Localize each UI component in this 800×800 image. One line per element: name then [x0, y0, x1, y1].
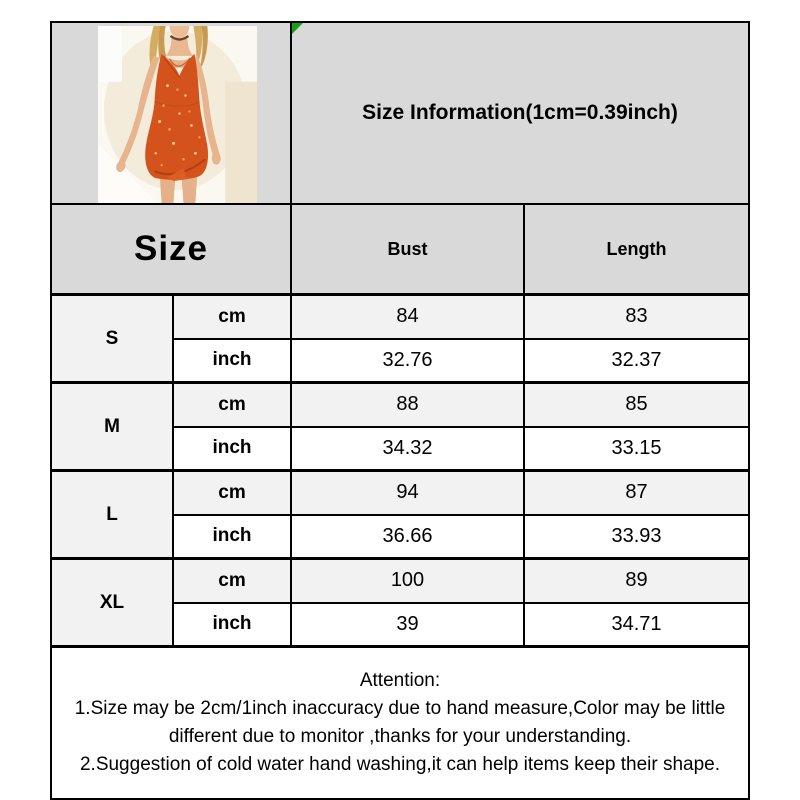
- attention-note: [51, 647, 749, 800]
- column-header-row: [51, 204, 749, 295]
- value-s-length-inch: 32.37: [524, 339, 749, 383]
- unit-label-inch: inch: [173, 603, 291, 647]
- table-row: [51, 383, 749, 427]
- value-xl-length-inch: 34.71: [524, 603, 749, 647]
- attention-heading: Attention:: [359, 670, 441, 691]
- unit-label-cm: cm: [173, 383, 291, 427]
- value-m-length-inch: 33.15: [524, 427, 749, 471]
- size-information-title-cell: [291, 22, 749, 204]
- value-xl-bust-inch: 39: [291, 603, 524, 647]
- value-m-length-cm: 85: [524, 383, 749, 427]
- unit-label-cm: cm: [173, 471, 291, 515]
- bust-column-header: Bust: [291, 204, 524, 295]
- attention-line: 2.Suggestion of cold water hand washing,it can help items keep their shape.: [79, 754, 721, 775]
- size-label-s: S: [51, 295, 173, 383]
- page-title: Size Information(1cm=0.39inch): [362, 101, 678, 124]
- value-l-length-cm: 87: [524, 471, 749, 515]
- unit-label-cm: cm: [173, 559, 291, 603]
- value-xl-length-cm: 89: [524, 559, 749, 603]
- orange-dress-model-photo: [98, 26, 257, 203]
- product-photo-cell: [51, 22, 291, 204]
- size-information-table: [50, 21, 750, 800]
- table-row: [51, 471, 749, 515]
- value-s-bust-inch: 32.76: [291, 339, 524, 383]
- value-xl-bust-cm: 100: [291, 559, 524, 603]
- value-s-length-cm: 83: [524, 295, 749, 339]
- attention-line: 1.Size may be 2cm/1inch inaccuracy due to hand measure,Color may be little: [74, 698, 726, 719]
- size-label-l: L: [51, 471, 173, 559]
- unit-label-cm: cm: [173, 295, 291, 339]
- size-label-xl: XL: [51, 559, 173, 647]
- length-column-header: Length: [524, 204, 749, 295]
- value-l-bust-inch: 36.66: [291, 515, 524, 559]
- attention-line: different due to monitor ,thanks for your understanding.: [168, 726, 632, 747]
- table-row: [51, 559, 749, 603]
- value-m-bust-inch: 34.32: [291, 427, 524, 471]
- attention-row: [51, 647, 749, 800]
- size-column-header: Size: [51, 204, 291, 295]
- value-l-bust-cm: 94: [291, 471, 524, 515]
- unit-label-inch: inch: [173, 339, 291, 383]
- value-l-length-inch: 33.93: [524, 515, 749, 559]
- table-row: [51, 295, 749, 339]
- unit-label-inch: inch: [173, 427, 291, 471]
- value-m-bust-cm: 88: [291, 383, 524, 427]
- size-label-m: M: [51, 383, 173, 471]
- green-corner-marker-icon: [292, 23, 303, 34]
- value-s-bust-cm: 84: [291, 295, 524, 339]
- unit-label-inch: inch: [173, 515, 291, 559]
- header-top-row: [51, 22, 749, 204]
